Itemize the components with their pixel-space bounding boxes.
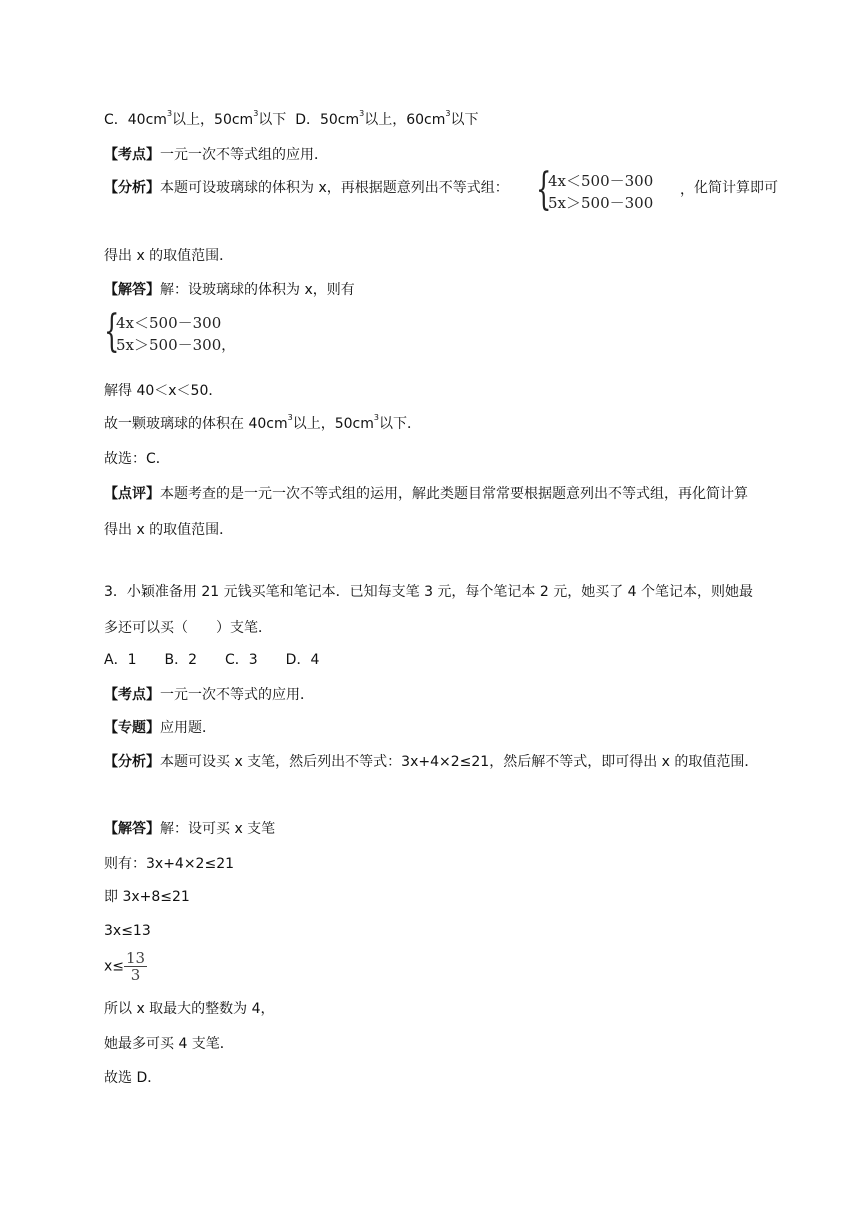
jieda-label: 【解答】 — [104, 821, 160, 837]
jieda-line-3 — [104, 819, 760, 839]
option-c-text: C．40cm — [104, 112, 167, 128]
solve-line: 解得 40＜x＜50． — [104, 383, 223, 399]
solution-step: 即 3x+8≤21 — [104, 889, 190, 905]
problem3-stem: 3．小颖准备用 21 元钱买笔和笔记本．已知每支笔 3 元，每个笔记本 2 元，她买了 4 个笔记本，则她最多还可以买（ ）支笔． — [104, 584, 754, 636]
jieda-text: 解：设玻璃球的体积为 x，则有 — [160, 282, 355, 298]
fenxi-text: 本题可设买 x 支笔，然后列出不等式：3x+4×2≤21，然后解不等式，即可得出 x 的取值范围． — [160, 754, 759, 770]
problem3-options: A．1 B．2 C．3 D．4 — [104, 652, 320, 668]
kaodian-label: 【考点】 — [104, 147, 160, 163]
fenxi-label: 【分析】 — [104, 180, 160, 196]
brace-icon: { — [536, 164, 552, 215]
kaodian-label: 【考点】 — [104, 687, 160, 703]
superscript: 3 — [253, 109, 259, 119]
conclusion-line — [104, 414, 760, 434]
kaodian-text: 一元一次不等式组的应用． — [160, 147, 328, 163]
option-c-text: 以上，50cm — [172, 112, 254, 128]
inequality-system — [104, 306, 222, 357]
conclusion-text: 故一颗玻璃球的体积在 40cm — [104, 416, 288, 432]
jieda-label: 【解答】 — [104, 282, 160, 298]
kaodian-line — [104, 145, 760, 165]
fraction — [124, 950, 147, 983]
solution-step-fraction — [104, 950, 760, 990]
system-row: 4x＜500－300 — [116, 314, 222, 332]
zhuanti-label: 【专题】 — [104, 720, 160, 736]
option-d-text: 以下 — [450, 112, 479, 128]
zhuanti-text: 应用题． — [160, 720, 216, 736]
superscript: 3 — [166, 109, 173, 119]
inequality-system — [536, 164, 654, 215]
superscript: 3 — [287, 413, 293, 423]
inequality-system-2 — [104, 306, 760, 360]
solution-step: 所以 x 取最大的整数为 4， — [104, 1001, 275, 1017]
system-row: 5x＞500－300 — [548, 194, 654, 212]
zhuanti-line — [104, 718, 760, 738]
comma: ， — [221, 338, 236, 354]
choice-line: 故选 D． — [104, 1070, 162, 1086]
superscript: 3 — [373, 413, 379, 423]
system-row: 4x＜500－300 — [548, 172, 654, 190]
solution-step: x≤ — [104, 958, 125, 975]
kaodian-line-3 — [104, 685, 760, 705]
jieda-line — [104, 280, 760, 300]
solution-step: 则有：3x+4×2≤21 — [104, 856, 235, 872]
fenxi-line — [104, 164, 778, 222]
option-c-text: 以下 — [258, 112, 287, 128]
conclusion-text: 以下． — [378, 416, 421, 432]
fraction-denominator: 3 — [130, 966, 141, 984]
fenxi-text: 本题可设玻璃球的体积为 x，再根据题意列出不等式组： — [160, 180, 509, 196]
jieda-text: 解：设可买 x 支笔 — [160, 821, 276, 837]
fenxi-paragraph-3 — [104, 744, 760, 780]
dianping-text: 本题考查的是一元一次不等式组的运用，解此类题目常常要根据题意列出不等式组，再化简计算得出 x 的取值范围． — [104, 486, 748, 538]
fenxi-line2: 得出 x 的取值范围． — [104, 248, 234, 264]
fenxi-tail: 化简计算即可 — [694, 180, 778, 196]
solution-step: 她最多可买 4 支笔． — [104, 1036, 234, 1052]
kaodian-text: 一元一次不等式的应用． — [160, 687, 314, 703]
fenxi-label: 【分析】 — [104, 754, 160, 770]
dianping-paragraph — [104, 476, 760, 548]
system-row: 5x＞500－300 — [116, 336, 222, 354]
option-d-text: D．50cm — [295, 112, 360, 128]
conclusion-text: 以上，50cm — [292, 416, 374, 432]
superscript: 3 — [359, 109, 365, 119]
dianping-label: 【点评】 — [104, 486, 160, 502]
fraction-numerator: 13 — [126, 949, 146, 967]
brace-icon: { — [104, 306, 120, 357]
comma: ， — [680, 182, 694, 198]
options-c-d — [104, 110, 760, 130]
choice-line: 故选：C． — [104, 451, 170, 467]
solution-step: 3x≤13 — [104, 923, 151, 939]
superscript: 3 — [445, 109, 451, 119]
option-d-text: 以上，60cm — [364, 112, 446, 128]
